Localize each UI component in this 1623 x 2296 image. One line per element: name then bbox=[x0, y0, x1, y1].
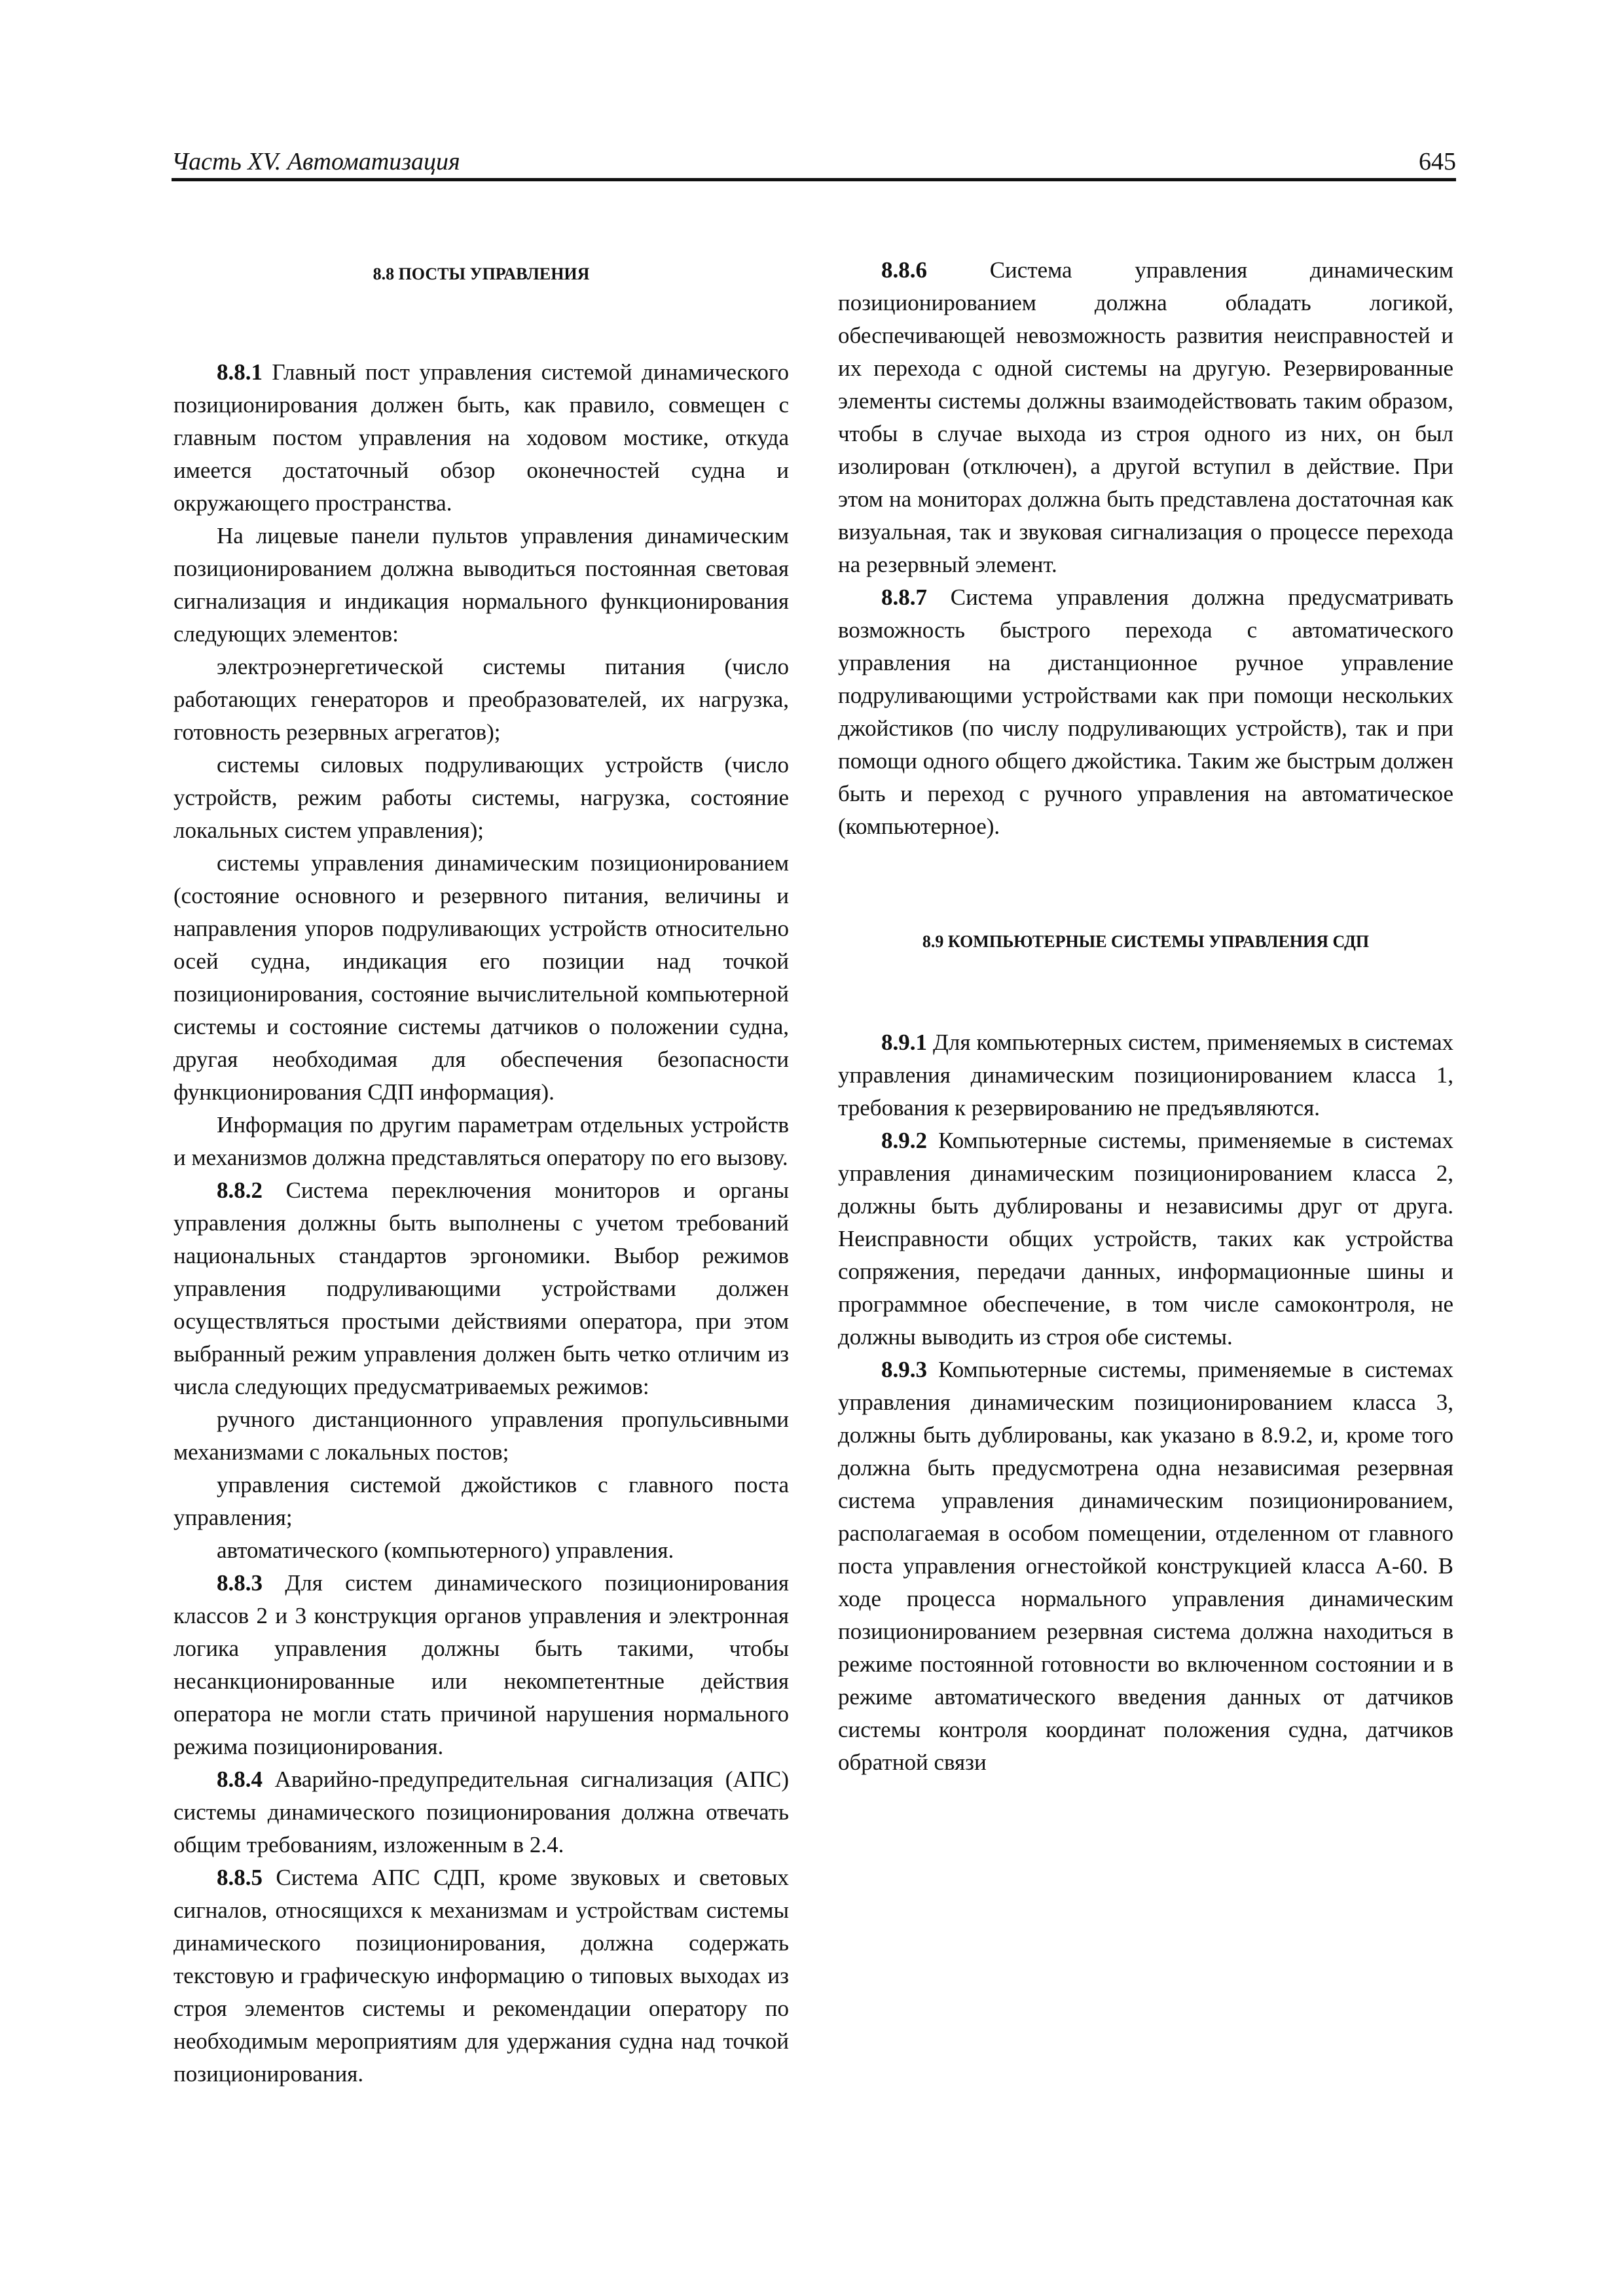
paragraph-8-9-2 bbox=[838, 1124, 1453, 1354]
clause-text: Аварийно-предупредительная сигнализация (АПС) системы динамического позиционирования должна отвечать общим требованиям, изложенным в 2.4. bbox=[173, 1767, 789, 1857]
clause-text: Для систем динамического позиционирования классов 2 и 3 конструкция органов управления и электронная логика управления должны быть такими, чтобы несанкционированные или некомпетентные действия оператора не могли стать причиной нарушения нормального режима позиционирования. bbox=[173, 1570, 789, 1759]
clause-text: Для компьютерных систем, применяемых в системах управления динамическим позиционированием класса 1, требования к резервированию не предъявляются. bbox=[838, 1030, 1453, 1121]
paragraph-8-8-6 bbox=[838, 254, 1453, 581]
list-item-thrusters: системы силовых подруливающих устройств (число устройств, режим работы системы, нагрузка, состояние локальных систем управления); bbox=[173, 752, 789, 843]
clause-text: Система управления динамическим позиционированием должна обладать логикой, обеспечивающей невозможность развития неисправностей и их перехода с одной системы на другую. Резервированные элементы системы должны взаимодействовать таким образом, чтобы в случае выхода из строя одного из них, он был изолирован (отключен), а другой вступил в действие. При этом на мониторах должна быть представлена достаточная как визуальная, так и звуковая сигнализация о процессе перехода на резервный элемент. bbox=[838, 257, 1453, 577]
clause-number: 8.8.1 bbox=[217, 359, 263, 385]
list-item-power: электроэнергетической системы питания (число работающих генераторов и преобразователей, их нагрузка, готовность резервных агрегатов); bbox=[173, 654, 789, 745]
clause-number: 8.8.7 bbox=[881, 584, 927, 610]
clause-text: Компьютерные системы, применяемые в системах управления динамическим позиционированием класса 2, должны быть дублированы и независимы друг от друга. Неисправности общих устройств, таких как устройства сопряжения, передачи данных, информационные шины и программное обеспечение, в том числе самоконтроля, не должны выводить из строя обе системы. bbox=[838, 1128, 1453, 1350]
clause-number: 8.9.3 bbox=[881, 1357, 927, 1382]
paragraph-8-8-5 bbox=[173, 1861, 789, 2090]
paragraph-8-8-1 bbox=[173, 356, 789, 520]
page-header bbox=[172, 145, 1456, 181]
clause-text: Главный пост управления системой динамического позиционирования должен быть, как правило, совмещен с главным постом управления на ходовом мостике, откуда имеется достаточный обзор оконечностей судна и окружающего пространства. bbox=[173, 359, 789, 516]
clause-number: 8.9.2 bbox=[881, 1128, 927, 1153]
paragraph-8-9-1 bbox=[838, 1026, 1453, 1124]
mode-remote: ручного дистанционного управления пропульсивными механизмами с локальных постов; bbox=[173, 1407, 789, 1465]
clause-number: 8.8.4 bbox=[217, 1767, 263, 1792]
mode-auto: автоматического (компьютерного) управления. bbox=[217, 1537, 674, 1563]
clause-number: 8.8.6 bbox=[881, 257, 927, 283]
page-number: 645 bbox=[1419, 148, 1456, 175]
clause-text: Система переключения мониторов и органы управления должны быть выполнены с учетом требований национальных стандартов эргономики. Выбор режимов управления подруливающими устройствами должен осуществляться простыми действиями оператора, при этом выбранный режим управления должен быть четко отличим из числа следующих предусматриваемых режимов: bbox=[173, 1177, 789, 1399]
clause-number: 8.8.5 bbox=[217, 1865, 263, 1890]
clause-number: 8.8.2 bbox=[217, 1177, 263, 1203]
section-title-8-9: 8.9 КОМПЬЮТЕРНЫЕ СИСТЕМЫ УПРАВЛЕНИЯ СДП bbox=[922, 932, 1370, 951]
section-title-8-8: 8.8 ПОСТЫ УПРАВЛЕНИЯ bbox=[373, 264, 590, 283]
list-item-control: системы управления динамическим позиционированием (состояние основного и резервного питания, величины и направления упоров подруливающих устройств относительно осей судна, индикация его позиции над точкой позиционирования, состояние вычислительной компьютерной системы и состояние системы датчиков о положении судна, другая необходимая для обеспечения безопасности функционирования СДП информация). bbox=[173, 850, 789, 1105]
paragraph-panels: На лицевые панели пультов управления динамическим позиционированием должна выводиться постоянная световая сигнализация и индикация нормального функционирования следующих элементов: bbox=[173, 523, 789, 647]
paragraph-8-8-7 bbox=[838, 581, 1453, 843]
clause-number: 8.9.1 bbox=[881, 1030, 927, 1055]
left-column bbox=[173, 254, 789, 2152]
running-head: Часть XV. Автоматизация bbox=[172, 148, 460, 175]
right-column bbox=[838, 254, 1453, 2152]
clause-text: Компьютерные системы, применяемые в системах управления динамическим позиционированием класса 3, должны быть дублированы, как указано в 8.9.2, и, кроме того должна быть предусмотрена одна независимая резервная система управления динамическим позиционированием, располагаемая в особом помещении, отделенном от главного поста управления огнестойкой конструкцией класса А-60. В ходе процесса нормального управления динамическим позиционированием резервная система должна находиться в режиме постоянной готовности во включенном состоянии и в режиме автоматического введения данных от датчиков системы контроля координат положения судна, датчиков обратной связи bbox=[838, 1357, 1453, 1775]
paragraph-8-8-2 bbox=[173, 1174, 789, 1403]
paragraph-8-8-3 bbox=[173, 1567, 789, 1763]
paragraph-info: Информация по другим параметрам отдельных устройств и механизмов должна представляться оператору по его вызову. bbox=[173, 1112, 789, 1170]
clause-text: Система АПС СДП, кроме звуковых и световых сигналов, относящихся к механизмам и устройствам системы динамического позиционирования, должна содержать текстовую и графическую информацию о типовых выходах из строя элементов системы и рекомендации оператору по необходимым мероприятиям для удержания судна над точкой позиционирования. bbox=[173, 1865, 789, 2087]
clause-text: Система управления должна предусматривать возможность быстрого перехода с автоматического управления на дистанционное ручное управление подруливающими устройствами как при помощи нескольких джойстиков (по числу подруливающих устройств), так и при помощи одного общего джойстика. Таким же быстрым должен быть и переход с ручного управления на автоматическое (компьютерное). bbox=[838, 584, 1453, 839]
clause-number: 8.8.3 bbox=[217, 1570, 263, 1596]
mode-joystick: управления системой джойстиков с главного поста управления; bbox=[173, 1472, 789, 1530]
paragraph-8-9-3 bbox=[838, 1354, 1453, 1779]
paragraph-8-8-4 bbox=[173, 1763, 789, 1861]
